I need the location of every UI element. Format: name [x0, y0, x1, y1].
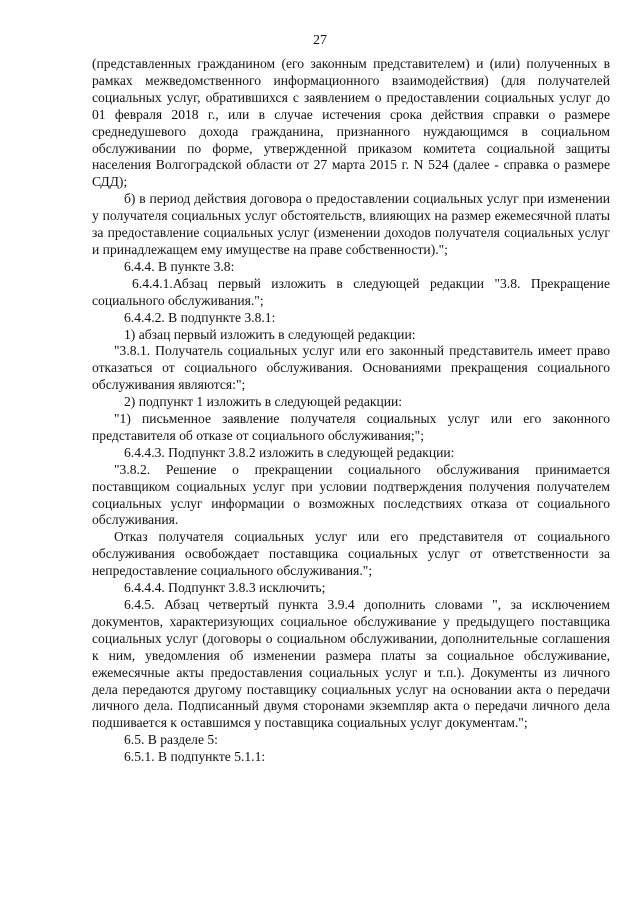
- paragraph: б) в период действия договора о предоставлении социальных услуг при изменении у получателя социальных услуг обстоятельств, влияющих на размер ежемесячной платы за предоставление социальных услуг (изменении доходов получателя социальных услуг и принадлежащем ему имуществе на праве собственности).";: [92, 191, 610, 257]
- paragraph: "3.8.1. Получатель социальных услуг или его законный представитель имеет право отказаться от социального обслуживания. Основаниями прекращения социального обслуживания являются:";: [92, 343, 610, 393]
- paragraph: 6.4.4.1.Абзац первый изложить в следующей редакции "3.8. Прекращение социального обслуживания.";: [92, 275, 610, 308]
- paragraph: "1) письменное заявление получателя социальных услуг или его законного представителя об отказе от социального обслуживания;";: [92, 411, 610, 443]
- paragraph: (представленных гражданином (его законным представителем) и (или) полученных в рамках межведомственного информационного взаимодействия) (для получателей социальных услуг, обратившихся с заявлением о предоставлении социальных услуг до 01 февраля 2018 г., или в случае истечения срока действия справки о размере среднедушевого дохода гражданина, признанного нуждающимся в социальном обслуживании по форме, утвержденной приказом комитета социальной защиты населения Волгоградской области от 27 марта 2015 г. N 524 (далее - справка о размере СДД);: [92, 56, 610, 190]
- document-body: [92, 56, 610, 766]
- paragraph: 6.4.5. Абзац четвертый пункта 3.9.4 дополнить словами ", за исключением документов, характеризующих социальное обслуживание у предыдущего поставщика социальных услуг (договоры о социальном обслуживании, дополнительные соглашения к ним, уведомления об изменении размера платы за социальное обслуживание, ежемесячные акты предоставления социальных услуг и т.п.). Документы из личного дела передаются другому поставщику социальных услуг на основании акта о передачи личного дела. Подписанный двумя сторонами экземпляр акта о передачи личного дела подшивается к оставшимся у поставщика социальных услуг документам.";: [92, 597, 610, 731]
- paragraph: 1) абзац первый изложить в следующей редакции:: [124, 326, 416, 342]
- paragraph: 6.5.1. В подпункте 5.1.1:: [124, 749, 266, 765]
- paragraph: 6.4.4.2. В подпункте 3.8.1:: [124, 309, 276, 325]
- paragraph: 6.4.4. В пункте 3.8:: [124, 258, 235, 274]
- paragraph: 2) подпункт 1 изложить в следующей редакции:: [124, 394, 403, 410]
- paragraph: Отказ получателя социальных услуг или его представителя от социального обслуживания освобождает поставщика социальных услуг от ответственности за непредоставление социального обслуживания.";: [92, 529, 610, 579]
- page-number: 27: [313, 33, 327, 48]
- paragraph: 6.4.4.4. Подпункт 3.8.3 исключить;: [124, 580, 326, 596]
- paragraph: 6.5. В разделе 5:: [124, 732, 218, 748]
- paragraph: "3.8.2. Решение о прекращении социального обслуживания принимается поставщиком социальных услуг при условии подтверждения получения получателем социальных услуг информации о возможных последствиях отказа от социального обслуживания.: [92, 461, 610, 528]
- paragraph: 6.4.4.3. Подпункт 3.8.2 изложить в следующей редакции:: [124, 444, 455, 460]
